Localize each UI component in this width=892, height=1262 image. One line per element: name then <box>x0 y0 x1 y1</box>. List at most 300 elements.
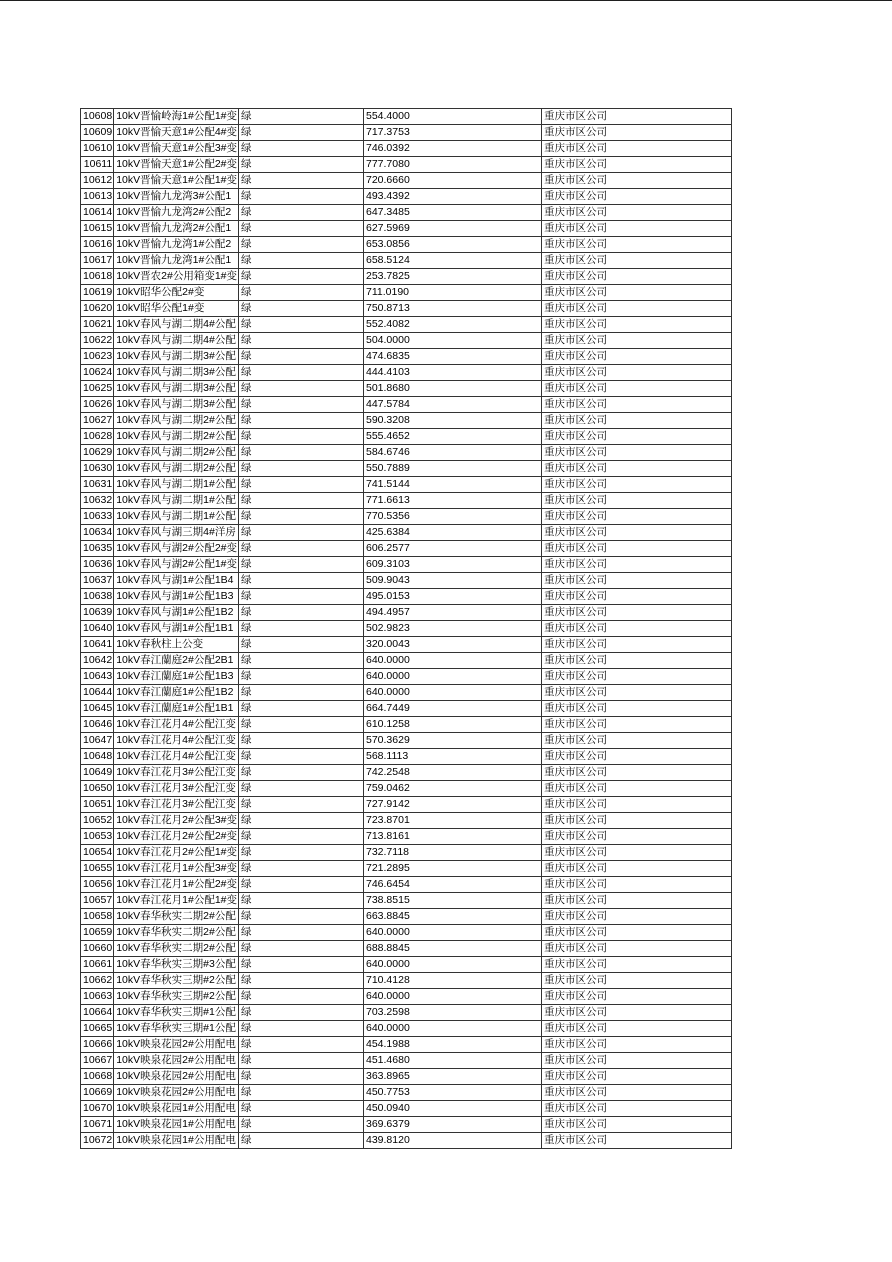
cell-value: 320.0043 <box>364 637 542 653</box>
cell-id: 10627 <box>81 413 114 429</box>
cell-company: 重庆市区公司 <box>542 1069 732 1085</box>
cell-value: 451.4680 <box>364 1053 542 1069</box>
cell-company: 重庆市区公司 <box>542 301 732 317</box>
cell-id: 10609 <box>81 125 114 141</box>
cell-value: 640.0000 <box>364 653 542 669</box>
cell-id: 10670 <box>81 1101 114 1117</box>
cell-name: 10kV映泉花园1#公用配电 <box>114 1101 239 1117</box>
cell-company: 重庆市区公司 <box>542 701 732 717</box>
cell-status: 绿 <box>239 109 364 125</box>
cell-company: 重庆市区公司 <box>542 397 732 413</box>
cell-company: 重庆市区公司 <box>542 925 732 941</box>
cell-id: 10608 <box>81 109 114 125</box>
cell-company: 重庆市区公司 <box>542 845 732 861</box>
cell-company: 重庆市区公司 <box>542 253 732 269</box>
cell-status: 绿 <box>239 461 364 477</box>
cell-id: 10624 <box>81 365 114 381</box>
table-row <box>81 893 732 909</box>
cell-id: 10663 <box>81 989 114 1005</box>
cell-id: 10626 <box>81 397 114 413</box>
cell-status: 绿 <box>239 717 364 733</box>
cell-id: 10632 <box>81 493 114 509</box>
cell-id: 10612 <box>81 173 114 189</box>
cell-value: 439.8120 <box>364 1133 542 1149</box>
cell-value: 653.0856 <box>364 237 542 253</box>
cell-name: 10kV春江花月2#公配3#变 <box>114 813 239 829</box>
cell-company: 重庆市区公司 <box>542 861 732 877</box>
cell-id: 10623 <box>81 349 114 365</box>
cell-id: 10672 <box>81 1133 114 1149</box>
cell-status: 绿 <box>239 621 364 637</box>
cell-id: 10664 <box>81 1005 114 1021</box>
cell-status: 绿 <box>239 637 364 653</box>
cell-company: 重庆市区公司 <box>542 765 732 781</box>
table-row <box>81 1069 732 1085</box>
cell-value: 454.1988 <box>364 1037 542 1053</box>
cell-status: 绿 <box>239 333 364 349</box>
cell-name: 10kV春华秋实二期2#公配 <box>114 941 239 957</box>
cell-status: 绿 <box>239 173 364 189</box>
cell-value: 713.8161 <box>364 829 542 845</box>
cell-value: 584.6746 <box>364 445 542 461</box>
table-row <box>81 541 732 557</box>
cell-id: 10655 <box>81 861 114 877</box>
cell-name: 10kV晋愉天意1#公配4#变 <box>114 125 239 141</box>
cell-id: 10620 <box>81 301 114 317</box>
cell-company: 重庆市区公司 <box>542 317 732 333</box>
cell-name: 10kV春江花月1#公配3#变 <box>114 861 239 877</box>
cell-value: 688.8845 <box>364 941 542 957</box>
cell-id: 10646 <box>81 717 114 733</box>
cell-status: 绿 <box>239 493 364 509</box>
cell-id: 10648 <box>81 749 114 765</box>
cell-name: 10kV昭华公配1#变 <box>114 301 239 317</box>
cell-id: 10658 <box>81 909 114 925</box>
cell-name: 10kV春华秋实二期2#公配 <box>114 909 239 925</box>
cell-value: 501.8680 <box>364 381 542 397</box>
table-row <box>81 701 732 717</box>
table-row <box>81 1021 732 1037</box>
table-row <box>81 749 732 765</box>
page-top-border <box>0 0 892 1</box>
cell-value: 570.3629 <box>364 733 542 749</box>
cell-status: 绿 <box>239 861 364 877</box>
cell-name: 10kV春江蘭庭1#公配1B1 <box>114 701 239 717</box>
cell-name: 10kV春华秋实三期#1公配 <box>114 1005 239 1021</box>
table-row <box>81 1037 732 1053</box>
cell-name: 10kV晋愉九龙湾2#公配2 <box>114 205 239 221</box>
table-row <box>81 605 732 621</box>
cell-company: 重庆市区公司 <box>542 653 732 669</box>
cell-id: 10654 <box>81 845 114 861</box>
table-row <box>81 813 732 829</box>
cell-value: 640.0000 <box>364 669 542 685</box>
cell-name: 10kV春风与湖二期4#公配 <box>114 317 239 333</box>
cell-status: 绿 <box>239 1069 364 1085</box>
cell-value: 369.6379 <box>364 1117 542 1133</box>
cell-status: 绿 <box>239 605 364 621</box>
cell-id: 10630 <box>81 461 114 477</box>
cell-company: 重庆市区公司 <box>542 813 732 829</box>
cell-name: 10kV春江花月3#公配江变 <box>114 765 239 781</box>
table-row <box>81 989 732 1005</box>
cell-value: 555.4652 <box>364 429 542 445</box>
table-row <box>81 621 732 637</box>
cell-status: 绿 <box>239 381 364 397</box>
cell-company: 重庆市区公司 <box>542 877 732 893</box>
cell-value: 640.0000 <box>364 989 542 1005</box>
cell-id: 10633 <box>81 509 114 525</box>
table-row <box>81 493 732 509</box>
cell-status: 绿 <box>239 941 364 957</box>
cell-company: 重庆市区公司 <box>542 173 732 189</box>
table-row <box>81 845 732 861</box>
cell-status: 绿 <box>239 157 364 173</box>
table-row <box>81 1053 732 1069</box>
cell-status: 绿 <box>239 973 364 989</box>
cell-value: 610.1258 <box>364 717 542 733</box>
table-row <box>81 365 732 381</box>
cell-company: 重庆市区公司 <box>542 957 732 973</box>
cell-status: 绿 <box>239 1101 364 1117</box>
cell-status: 绿 <box>239 365 364 381</box>
cell-status: 绿 <box>239 189 364 205</box>
cell-value: 750.8713 <box>364 301 542 317</box>
cell-status: 绿 <box>239 541 364 557</box>
cell-value: 509.9043 <box>364 573 542 589</box>
cell-company: 重庆市区公司 <box>542 605 732 621</box>
cell-value: 253.7825 <box>364 269 542 285</box>
cell-name: 10kV春风与湖2#公配1#变 <box>114 557 239 573</box>
table-row <box>81 205 732 221</box>
cell-id: 10628 <box>81 429 114 445</box>
table-row <box>81 861 732 877</box>
cell-value: 363.8965 <box>364 1069 542 1085</box>
cell-status: 绿 <box>239 557 364 573</box>
cell-id: 10615 <box>81 221 114 237</box>
cell-value: 554.4000 <box>364 109 542 125</box>
cell-id: 10618 <box>81 269 114 285</box>
cell-status: 绿 <box>239 477 364 493</box>
cell-name: 10kV晋愉岭海1#公配1#变 <box>114 109 239 125</box>
cell-company: 重庆市区公司 <box>542 781 732 797</box>
cell-status: 绿 <box>239 349 364 365</box>
cell-company: 重庆市区公司 <box>542 221 732 237</box>
cell-value: 590.3208 <box>364 413 542 429</box>
cell-name: 10kV春华秋实二期2#公配 <box>114 925 239 941</box>
table-row <box>81 1101 732 1117</box>
cell-name: 10kV晋农2#公用箱变1#变 <box>114 269 239 285</box>
cell-status: 绿 <box>239 701 364 717</box>
cell-id: 10649 <box>81 765 114 781</box>
cell-id: 10669 <box>81 1085 114 1101</box>
cell-company: 重庆市区公司 <box>542 1021 732 1037</box>
table-row <box>81 877 732 893</box>
cell-name: 10kV映泉花园2#公用配电 <box>114 1069 239 1085</box>
cell-company: 重庆市区公司 <box>542 637 732 653</box>
cell-name: 10kV春风与湖二期1#公配 <box>114 493 239 509</box>
cell-name: 10kV晋愉天意1#公配3#变 <box>114 141 239 157</box>
cell-company: 重庆市区公司 <box>542 557 732 573</box>
cell-company: 重庆市区公司 <box>542 989 732 1005</box>
cell-value: 450.7753 <box>364 1085 542 1101</box>
cell-id: 10667 <box>81 1053 114 1069</box>
table-row <box>81 973 732 989</box>
cell-status: 绿 <box>239 669 364 685</box>
cell-name: 10kV春华秋实三期#2公配 <box>114 973 239 989</box>
cell-id: 10666 <box>81 1037 114 1053</box>
cell-status: 绿 <box>239 429 364 445</box>
cell-name: 10kV春风与湖2#公配2#变 <box>114 541 239 557</box>
cell-id: 10625 <box>81 381 114 397</box>
cell-status: 绿 <box>239 685 364 701</box>
cell-name: 10kV春江花月2#公配2#变 <box>114 829 239 845</box>
cell-id: 10614 <box>81 205 114 221</box>
cell-id: 10610 <box>81 141 114 157</box>
cell-name: 10kV晋愉九龙湾1#公配1 <box>114 253 239 269</box>
cell-company: 重庆市区公司 <box>542 381 732 397</box>
table-row <box>81 1005 732 1021</box>
table-row <box>81 733 732 749</box>
cell-value: 627.5969 <box>364 221 542 237</box>
cell-value: 493.4392 <box>364 189 542 205</box>
cell-name: 10kV春风与湖1#公配1B2 <box>114 605 239 621</box>
cell-company: 重庆市区公司 <box>542 157 732 173</box>
cell-value: 777.7080 <box>364 157 542 173</box>
table-row <box>81 109 732 125</box>
cell-value: 770.5356 <box>364 509 542 525</box>
cell-status: 绿 <box>239 1085 364 1101</box>
cell-status: 绿 <box>239 813 364 829</box>
cell-status: 绿 <box>239 589 364 605</box>
table-row <box>81 333 732 349</box>
cell-name: 10kV晋愉九龙湾2#公配1 <box>114 221 239 237</box>
cell-name: 10kV晋愉九龙湾3#公配1 <box>114 189 239 205</box>
table-row <box>81 797 732 813</box>
cell-company: 重庆市区公司 <box>542 1053 732 1069</box>
cell-id: 10643 <box>81 669 114 685</box>
cell-company: 重庆市区公司 <box>542 973 732 989</box>
cell-status: 绿 <box>239 1053 364 1069</box>
table-row <box>81 173 732 189</box>
table-row <box>81 125 732 141</box>
cell-company: 重庆市区公司 <box>542 1005 732 1021</box>
cell-value: 710.4128 <box>364 973 542 989</box>
cell-company: 重庆市区公司 <box>542 717 732 733</box>
cell-name: 10kV晋愉天意1#公配2#变 <box>114 157 239 173</box>
cell-name: 10kV春风与湖二期1#公配 <box>114 477 239 493</box>
cell-name: 10kV春华秋实三期#2公配 <box>114 989 239 1005</box>
cell-id: 10629 <box>81 445 114 461</box>
cell-name: 10kV映泉花园2#公用配电 <box>114 1085 239 1101</box>
cell-name: 10kV春风与湖二期1#公配 <box>114 509 239 525</box>
cell-name: 10kV映泉花园2#公用配电 <box>114 1037 239 1053</box>
cell-status: 绿 <box>239 301 364 317</box>
table-row <box>81 397 732 413</box>
cell-id: 10613 <box>81 189 114 205</box>
cell-id: 10622 <box>81 333 114 349</box>
cell-status: 绿 <box>239 829 364 845</box>
table-row <box>81 941 732 957</box>
cell-name: 10kV春江蘭庭2#公配2B1 <box>114 653 239 669</box>
cell-company: 重庆市区公司 <box>542 445 732 461</box>
cell-company: 重庆市区公司 <box>542 493 732 509</box>
cell-status: 绿 <box>239 509 364 525</box>
cell-name: 10kV春风与湖三期4#洋房 <box>114 525 239 541</box>
cell-id: 10651 <box>81 797 114 813</box>
cell-status: 绿 <box>239 989 364 1005</box>
table-row <box>81 653 732 669</box>
cell-company: 重庆市区公司 <box>542 269 732 285</box>
cell-value: 727.9142 <box>364 797 542 813</box>
cell-status: 绿 <box>239 237 364 253</box>
cell-id: 10642 <box>81 653 114 669</box>
cell-company: 重庆市区公司 <box>542 1101 732 1117</box>
cell-status: 绿 <box>239 205 364 221</box>
cell-name: 10kV晋愉天意1#公配1#变 <box>114 173 239 189</box>
cell-value: 711.0190 <box>364 285 542 301</box>
cell-status: 绿 <box>239 1133 364 1149</box>
table-row <box>81 253 732 269</box>
cell-status: 绿 <box>239 909 364 925</box>
cell-name: 10kV春风与湖1#公配1B3 <box>114 589 239 605</box>
cell-status: 绿 <box>239 925 364 941</box>
cell-id: 10647 <box>81 733 114 749</box>
cell-value: 703.2598 <box>364 1005 542 1021</box>
cell-id: 10645 <box>81 701 114 717</box>
cell-id: 10653 <box>81 829 114 845</box>
table-row <box>81 685 732 701</box>
cell-name: 10kV春风与湖二期2#公配 <box>114 445 239 461</box>
cell-id: 10631 <box>81 477 114 493</box>
table-row <box>81 157 732 173</box>
table-row <box>81 717 732 733</box>
cell-value: 609.3103 <box>364 557 542 573</box>
cell-value: 474.6835 <box>364 349 542 365</box>
cell-company: 重庆市区公司 <box>542 749 732 765</box>
cell-status: 绿 <box>239 877 364 893</box>
table-row <box>81 221 732 237</box>
table-row <box>81 269 732 285</box>
cell-company: 重庆市区公司 <box>542 909 732 925</box>
cell-id: 10639 <box>81 605 114 621</box>
cell-id: 10668 <box>81 1069 114 1085</box>
cell-value: 647.3485 <box>364 205 542 221</box>
cell-id: 10616 <box>81 237 114 253</box>
cell-value: 658.5124 <box>364 253 542 269</box>
cell-value: 742.2548 <box>364 765 542 781</box>
cell-company: 重庆市区公司 <box>542 797 732 813</box>
cell-status: 绿 <box>239 733 364 749</box>
cell-id: 10621 <box>81 317 114 333</box>
cell-name: 10kV春江花月4#公配江变 <box>114 733 239 749</box>
cell-name: 10kV映泉花园2#公用配电 <box>114 1053 239 1069</box>
cell-status: 绿 <box>239 397 364 413</box>
table-row <box>81 925 732 941</box>
cell-status: 绿 <box>239 1117 364 1133</box>
table-row <box>81 189 732 205</box>
cell-id: 10656 <box>81 877 114 893</box>
table-row <box>81 525 732 541</box>
cell-name: 10kV映泉花园1#公用配电 <box>114 1117 239 1133</box>
table-row <box>81 509 732 525</box>
cell-company: 重庆市区公司 <box>542 1085 732 1101</box>
cell-name: 10kV春江花月4#公配江变 <box>114 717 239 733</box>
cell-company: 重庆市区公司 <box>542 237 732 253</box>
cell-status: 绿 <box>239 893 364 909</box>
cell-name: 10kV春江花月3#公配江变 <box>114 781 239 797</box>
cell-status: 绿 <box>239 317 364 333</box>
cell-name: 10kV春风与湖二期3#公配 <box>114 381 239 397</box>
cell-company: 重庆市区公司 <box>542 669 732 685</box>
cell-company: 重庆市区公司 <box>542 349 732 365</box>
table-row <box>81 829 732 845</box>
cell-name: 10kV春华秋实三期#3公配 <box>114 957 239 973</box>
table-row <box>81 301 732 317</box>
cell-name: 10kV春风与湖二期3#公配 <box>114 349 239 365</box>
table-row <box>81 589 732 605</box>
cell-status: 绿 <box>239 141 364 157</box>
cell-company: 重庆市区公司 <box>542 141 732 157</box>
cell-status: 绿 <box>239 781 364 797</box>
cell-value: 664.7449 <box>364 701 542 717</box>
cell-status: 绿 <box>239 573 364 589</box>
cell-company: 重庆市区公司 <box>542 941 732 957</box>
cell-name: 10kV春江蘭庭1#公配1B3 <box>114 669 239 685</box>
cell-company: 重庆市区公司 <box>542 285 732 301</box>
cell-status: 绿 <box>239 653 364 669</box>
cell-company: 重庆市区公司 <box>542 685 732 701</box>
cell-value: 444.4103 <box>364 365 542 381</box>
cell-company: 重庆市区公司 <box>542 125 732 141</box>
cell-name: 10kV春风与湖1#公配1B4 <box>114 573 239 589</box>
cell-value: 450.0940 <box>364 1101 542 1117</box>
cell-company: 重庆市区公司 <box>542 829 732 845</box>
cell-id: 10634 <box>81 525 114 541</box>
cell-value: 495.0153 <box>364 589 542 605</box>
cell-id: 10635 <box>81 541 114 557</box>
cell-status: 绿 <box>239 845 364 861</box>
cell-name: 10kV春风与湖二期2#公配 <box>114 461 239 477</box>
table-row <box>81 637 732 653</box>
cell-name: 10kV春风与湖二期2#公配 <box>114 413 239 429</box>
cell-id: 10644 <box>81 685 114 701</box>
table-row <box>81 285 732 301</box>
table-body <box>81 109 732 1149</box>
cell-status: 绿 <box>239 285 364 301</box>
cell-status: 绿 <box>239 525 364 541</box>
table-row <box>81 781 732 797</box>
cell-value: 771.6613 <box>364 493 542 509</box>
cell-name: 10kV春风与湖二期3#公配 <box>114 365 239 381</box>
cell-name: 10kV春风与湖二期4#公配 <box>114 333 239 349</box>
cell-company: 重庆市区公司 <box>542 205 732 221</box>
cell-company: 重庆市区公司 <box>542 509 732 525</box>
table-row <box>81 477 732 493</box>
cell-name: 10kV春风与湖1#公配1B1 <box>114 621 239 637</box>
data-table <box>80 108 732 1149</box>
table-row <box>81 349 732 365</box>
cell-value: 738.8515 <box>364 893 542 909</box>
cell-id: 10657 <box>81 893 114 909</box>
cell-value: 425.6384 <box>364 525 542 541</box>
cell-id: 10671 <box>81 1117 114 1133</box>
cell-id: 10650 <box>81 781 114 797</box>
cell-value: 741.5144 <box>364 477 542 493</box>
cell-value: 720.6660 <box>364 173 542 189</box>
cell-value: 723.8701 <box>364 813 542 829</box>
cell-value: 552.4082 <box>364 317 542 333</box>
